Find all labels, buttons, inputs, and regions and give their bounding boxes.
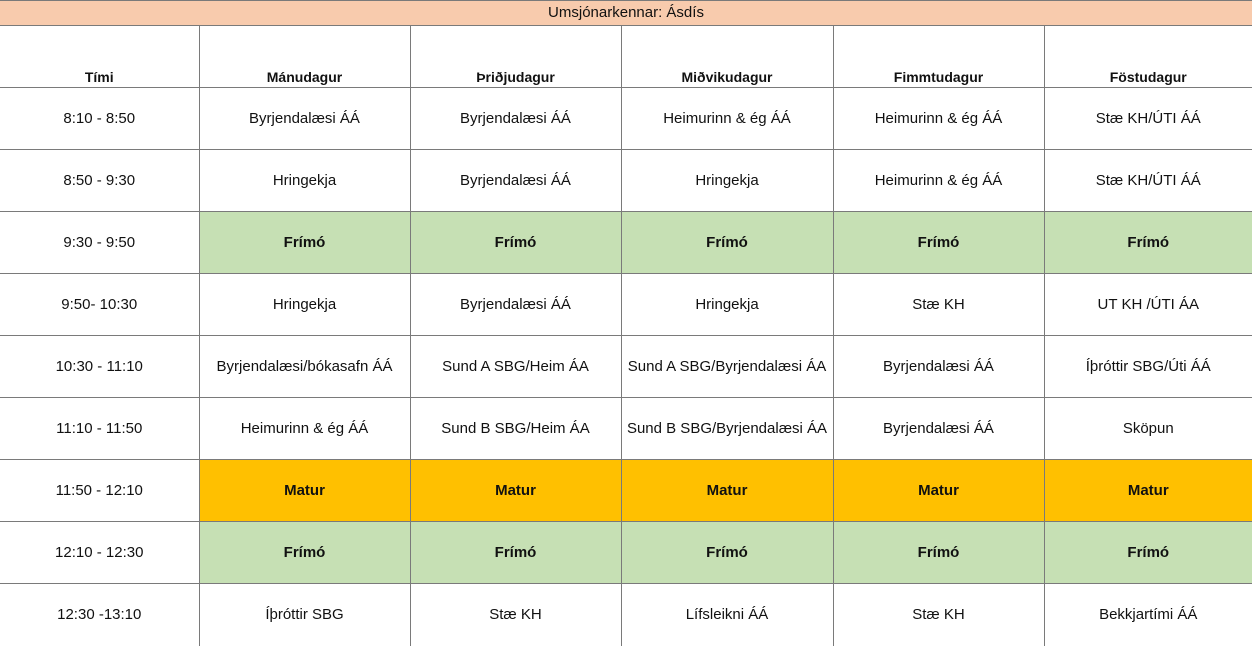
- time-cell: 8:50 - 9:30: [0, 150, 199, 212]
- column-header-friday: Föstudagur: [1044, 26, 1252, 88]
- time-cell: 8:10 - 8:50: [0, 88, 199, 150]
- table-row: [0, 522, 1252, 584]
- lesson-cell-friday: Stæ KH/ÚTI ÁÁ: [1044, 88, 1252, 150]
- break-cell-wednesday: Frímó: [621, 522, 833, 584]
- lesson-cell-monday: Byrjendalæsi ÁÁ: [199, 88, 410, 150]
- break-cell-monday: Frímó: [199, 212, 410, 274]
- lesson-cell-thursday: Stæ KH: [833, 274, 1044, 336]
- header-row: [0, 26, 1252, 88]
- lesson-cell-thursday: Byrjendalæsi ÁÁ: [833, 336, 1044, 398]
- table-row: [0, 88, 1252, 150]
- table-row: [0, 212, 1252, 274]
- lesson-cell-tuesday: Byrjendalæsi ÁÁ: [410, 88, 621, 150]
- column-header-time: Tími: [0, 26, 199, 88]
- lunch-cell-tuesday: Matur: [410, 460, 621, 522]
- break-cell-tuesday: Frímó: [410, 522, 621, 584]
- time-cell: 9:50- 10:30: [0, 274, 199, 336]
- time-cell: 10:30 - 11:10: [0, 336, 199, 398]
- break-cell-friday: Frímó: [1044, 522, 1252, 584]
- lunch-cell-wednesday: Matur: [621, 460, 833, 522]
- lesson-cell-thursday: Byrjendalæsi ÁÁ: [833, 398, 1044, 460]
- lesson-cell-friday: Stæ KH/ÚTI ÁÁ: [1044, 150, 1252, 212]
- page-title: Umsjónarkennar: Ásdís: [0, 0, 1252, 26]
- lesson-cell-wednesday: Hringekja: [621, 274, 833, 336]
- lesson-cell-wednesday: Sund A SBG/Byrjendalæsi ÁA: [621, 336, 833, 398]
- lesson-cell-wednesday: Heimurinn & ég ÁÁ: [621, 88, 833, 150]
- lesson-cell-friday: UT KH /ÚTI ÁA: [1044, 274, 1252, 336]
- lesson-cell-monday: Hringekja: [199, 274, 410, 336]
- time-cell: 12:30 -13:10: [0, 584, 199, 646]
- lesson-cell-tuesday: Byrjendalæsi ÁÁ: [410, 150, 621, 212]
- table-row: [0, 398, 1252, 460]
- column-header-tuesday: Þriðjudagur: [410, 26, 621, 88]
- table-row: [0, 336, 1252, 398]
- lesson-cell-friday: Sköpun: [1044, 398, 1252, 460]
- break-cell-friday: Frímó: [1044, 212, 1252, 274]
- column-header-thursday: Fimmtudagur: [833, 26, 1044, 88]
- lesson-cell-wednesday: Sund B SBG/Byrjendalæsi ÁA: [621, 398, 833, 460]
- break-cell-wednesday: Frímó: [621, 212, 833, 274]
- lesson-cell-thursday: Heimurinn & ég ÁÁ: [833, 150, 1044, 212]
- lesson-cell-wednesday: Hringekja: [621, 150, 833, 212]
- break-cell-thursday: Frímó: [833, 212, 1044, 274]
- lunch-cell-thursday: Matur: [833, 460, 1044, 522]
- table-row: [0, 274, 1252, 336]
- table-row: [0, 150, 1252, 212]
- time-cell: 11:10 - 11:50: [0, 398, 199, 460]
- lesson-cell-tuesday: Byrjendalæsi ÁÁ: [410, 274, 621, 336]
- lunch-cell-friday: Matur: [1044, 460, 1252, 522]
- lesson-cell-tuesday: Stæ KH: [410, 584, 621, 646]
- break-cell-monday: Frímó: [199, 522, 410, 584]
- time-cell: 12:10 - 12:30: [0, 522, 199, 584]
- lesson-cell-wednesday: Lífsleikni ÁÁ: [621, 584, 833, 646]
- lesson-cell-monday: Heimurinn & ég ÁÁ: [199, 398, 410, 460]
- lesson-cell-friday: Íþróttir SBG/Úti ÁÁ: [1044, 336, 1252, 398]
- lesson-cell-thursday: Heimurinn & ég ÁÁ: [833, 88, 1044, 150]
- lesson-cell-tuesday: Sund A SBG/Heim ÁA: [410, 336, 621, 398]
- lesson-cell-thursday: Stæ KH: [833, 584, 1044, 646]
- break-cell-thursday: Frímó: [833, 522, 1044, 584]
- timetable: [0, 25, 1252, 646]
- table-row: [0, 460, 1252, 522]
- lunch-cell-monday: Matur: [199, 460, 410, 522]
- lesson-cell-monday: Hringekja: [199, 150, 410, 212]
- column-header-wednesday: Miðvikudagur: [621, 26, 833, 88]
- time-cell: 9:30 - 9:50: [0, 212, 199, 274]
- lesson-cell-monday: Byrjendalæsi/bókasafn ÁÁ: [199, 336, 410, 398]
- timetable-body: [0, 88, 1252, 646]
- lesson-cell-monday: Íþróttir SBG: [199, 584, 410, 646]
- break-cell-tuesday: Frímó: [410, 212, 621, 274]
- lesson-cell-tuesday: Sund B SBG/Heim ÁA: [410, 398, 621, 460]
- lesson-cell-friday: Bekkjartími ÁÁ: [1044, 584, 1252, 646]
- time-cell: 11:50 - 12:10: [0, 460, 199, 522]
- column-header-monday: Mánudagur: [199, 26, 410, 88]
- table-row: [0, 584, 1252, 646]
